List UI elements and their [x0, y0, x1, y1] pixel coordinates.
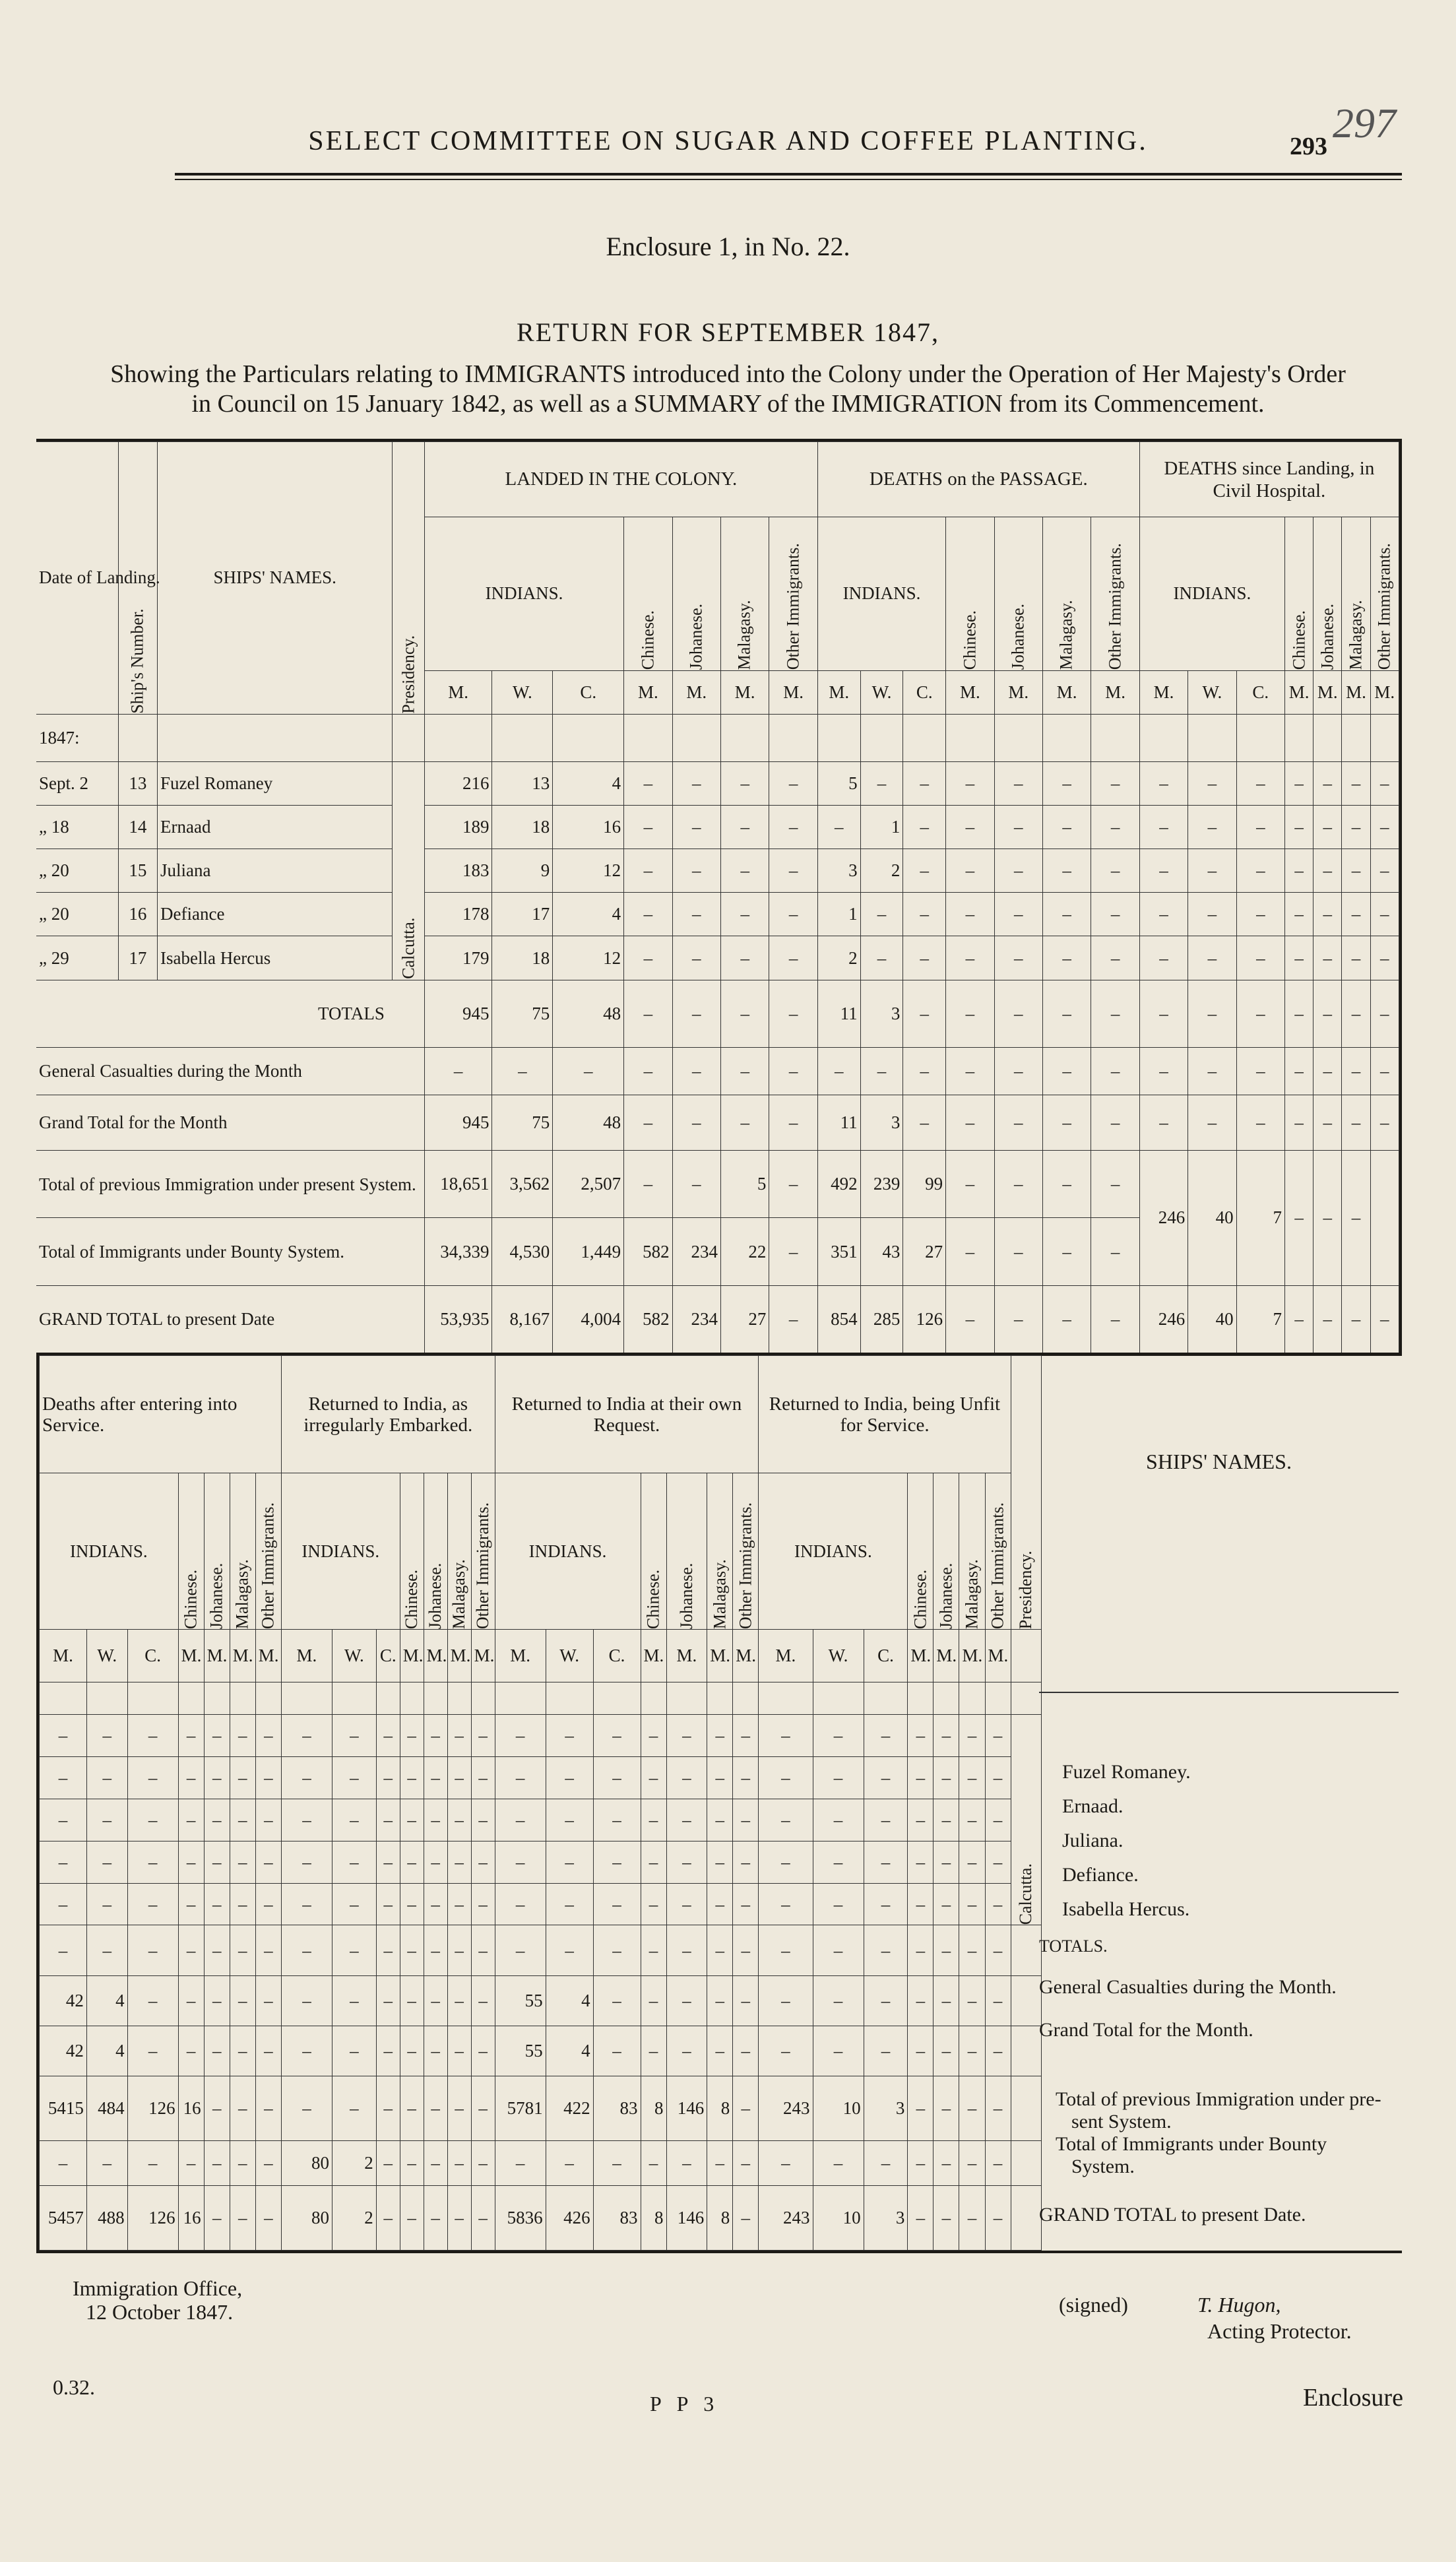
bottom-previous-label: Total of previous Immigration under pre- sent System. Total of Immigrants under Bounty System. [1056, 2088, 1381, 2177]
header-rule-thin [175, 179, 1402, 180]
year-row: 1847: [36, 714, 1399, 761]
bottom-grand-label: GRAND TOTAL to present Date. [1039, 2204, 1306, 2226]
bounty-system-row: – – – – – – – 80 2 – – – – – – – – – – – – – – – – – – – [40, 2141, 1042, 2186]
table-row: – – – – – – – – – – – – – – – – – – – – – – – – – – – – [40, 1757, 1042, 1799]
header-rule [175, 173, 1402, 176]
group-unfit: Returned to India, being Unfit for Service. [759, 1356, 1011, 1473]
group-landed: LANDED IN THE COLONY. [424, 442, 817, 517]
general-casualties-row: 42 4 – – – – – – – – – – – – 55 4 – – – – – – – – – – – – [40, 1975, 1042, 2026]
sex-header-row: M. W. C. M. M. M. M. M. W. C. M. M. M. M. M. W. C. M. M. M. M. [36, 670, 1399, 714]
names-rule [1039, 1692, 1399, 1693]
bottom-ship-names-header: SHIPS' NAMES. [1146, 1449, 1292, 1473]
col-presidency: Presidency. [1011, 1356, 1041, 1630]
passage-other: Other Immigrants. [1091, 517, 1139, 670]
subtitle: Showing the Particulars relating to IMMIGRANTS introduced into the Colony under the Operation of Her Majesty's Order in Council on 15 January 1842, as well as a SUMMARY of the IMMIGRATION from its Commencement. [110, 360, 1346, 418]
previous-immigration-row: 5415 484 126 16 – – – – – – – – – – 5781 422 83 8 146 8 – 243 10 3 – – – – [40, 2076, 1042, 2140]
group-deaths-landing: DEATHS since Landing, in Civil Hospital. [1139, 442, 1399, 517]
signatory-name: T. Hugon, [1197, 2293, 1281, 2317]
hospital-johanese: Johanese. [1314, 517, 1342, 670]
hospital-malagasy: Malagasy. [1342, 517, 1370, 670]
page-number: 293 [1290, 133, 1327, 160]
bounty-system-row: Total of Immigrants under Bounty System. 34,339 4,530 1,449 582 234 22 – 351 43 27 – – – – [36, 1218, 1399, 1285]
col-ship-names: SHIPS' NAMES. [158, 442, 393, 715]
hospital-indians: INDIANS. [1139, 517, 1284, 670]
top-table [36, 439, 1402, 1356]
group-deaths-service: Deaths after entering into Service. [40, 1356, 282, 1473]
grand-total-month-row: Grand Total for the Month 945 75 48 – – – – 11 3 – – – – – – – – – – – – [36, 1095, 1399, 1151]
irregular-indians: INDIANS. [281, 1473, 400, 1630]
totals-row: TOTALS 945 75 48 – – – – 11 3 – – – – – – – – – – – – [36, 980, 1399, 1047]
sex-header-row: M. W. C. M. M. M. M. M. W. C. M. M. M. M. M. W. C. M. M. M. M. M. W. C. M. M. M. M. [40, 1630, 1042, 1682]
passage-malagasy: Malagasy. [1042, 517, 1091, 670]
running-header: SELECT COMMITTEE ON SUGAR AND COFFEE PLANTING. [308, 126, 1148, 156]
enclosure-heading: Enclosure 1, in No. 22. [606, 232, 850, 261]
service-indians: INDIANS. [40, 1473, 179, 1630]
table-row: „ 20 15 Juliana 183 9 12 – – – – 3 2 – – – – – – – – – – – – [36, 849, 1399, 893]
table-row: – – – – – – – – – – – – – – – – – – – – – – – – – – – – Calcutta. [40, 1715, 1042, 1757]
bottom-table: Deaths after entering into Service. Returned to India, as irregularly Embarked. Returned to India at their own Request. Returned to India, being Unfit for Service. Presidency. INDIANS. Chinese. Johanese. Malagasy. Other Immigrants. INDIANS. Chinese. Johanese. Malagasy. Other Immigrants. INDIANS. Chinese. Johanese. Malagasy. Other Immigrants. INDIANS. Chinese. Johanese. Malagasy. Other Immigrants. M. W. C. M. M. M. M. M. W. C. M. M. M. M. M. W. C. M. M. M. M. M. W. C. M. M. M. M. – – – – – – – – – – – – – – – – – – – – – – – – – – – – Calcutta. – – – – – – – – – – – – – – – – – – – – – – – – – – – – – – – – – – – – – – – – – – – – – – – – – – – – – – – – – – – – – – – – – – – – – – – – – – – – – – – – – – – – – – – – – – – – – – – – – – – – – – – – – – – – – – – – – – – – – – – – – – – – – – – – – – – – – – – – – – – – 42 4 – – – – – – – – – – – – 55 4 – – – – – – – – – – – – 42 4 – – – – – – – – – – – – 55 4 – – – – – – – – – – – – 5415 484 126 16 – – – – – – – – – – 5781 422 83 8 146 8 – 243 10 3 – – – – – – – – – – – 80 2 – – – – – – – – – – – – – – – – – – – 5457 488 126 16 – – – 80 2 – – – – – 5836 426 83 8 146 8 – 243 10 3 – – – – [36, 1353, 1402, 2253]
bottom-ship-names-list: Fuzel Romaney. Ernaad. Juliana. Defiance. Isabella Hercus. [1062, 1761, 1191, 1920]
landed-other: Other Immigrants. [769, 517, 817, 670]
hospital-other: Other Immigrants. [1370, 517, 1399, 670]
landed-malagasy: Malagasy. [720, 517, 769, 670]
landed-indians: INDIANS. [424, 517, 623, 670]
unfit-indians: INDIANS. [759, 1473, 908, 1630]
spacer-row [40, 1682, 1042, 1715]
col-ship-number: Ship's Number. [118, 442, 157, 715]
table-row: Sept. 2 13 Fuzel Romaney Calcutta. 216 13 4 – – – – 5 – – – – – – – – – – – – – [36, 761, 1399, 805]
presidency-calcutta: Calcutta. [393, 761, 425, 980]
group-own-request: Returned to India at their own Request. [495, 1356, 759, 1473]
table-row: – – – – – – – – – – – – – – – – – – – – – – – – – – – – [40, 1883, 1042, 1925]
table-row: – – – – – – – – – – – – – – – – – – – – – – – – – – – – [40, 1841, 1042, 1883]
col-date: Date of Landing. [36, 442, 118, 715]
bottom-general-label: General Casualties during the Month. [1039, 1976, 1337, 1998]
grand-total-row: 5457 488 126 16 – – – 80 2 – – – – – 5836 426 83 8 146 8 – 243 10 3 – – – – [40, 2185, 1042, 2250]
hospital-chinese: Chinese. [1285, 517, 1314, 670]
signature-mark: P P 3 [650, 2392, 720, 2416]
bottom-totals-label: TOTALS. [1039, 1937, 1108, 1956]
return-title: RETURN FOR SEPTEMBER 1847, [517, 317, 939, 347]
passage-chinese: Chinese. [946, 517, 994, 670]
signatory-title: Acting Protector. [1207, 2319, 1352, 2343]
totals-row: – – – – – – – – – – – – – – – – – – – – – – – – – – – – [40, 1925, 1042, 1975]
table-row: – – – – – – – – – – – – – – – – – – – – – – – – – – – – [40, 1799, 1042, 1841]
document-code: 0.32. [53, 2375, 95, 2399]
previous-immigration-row: Total of previous Immigration under present System. 18,651 3,562 2,507 – – 5 – 492 239 99 – – – – 246 40 7 – – – [36, 1151, 1399, 1218]
own-indians: INDIANS. [495, 1473, 641, 1630]
general-casualties-row: General Casualties during the Month – – – – – – – – – – – – – – – – – – – – – [36, 1047, 1399, 1095]
landed-johanese: Johanese. [672, 517, 720, 670]
table-row: „ 20 16 Defiance 178 17 4 – – – – 1 – – – – – – – – – – – – – [36, 893, 1399, 936]
passage-indians: INDIANS. [817, 517, 945, 670]
signed-label: (signed) [1059, 2293, 1128, 2317]
passage-johanese: Johanese. [994, 517, 1042, 670]
group-deaths-passage: DEATHS on the PASSAGE. [817, 442, 1139, 517]
office-stamp: Immigration Office, 12 October 1847. [73, 2276, 243, 2324]
grand-total-row: GRAND TOTAL to present Date 53,935 8,167 4,004 582 234 27 – 854 285 126 – – – – 246 40 7 – – – – [36, 1285, 1399, 1353]
table-row: „ 18 14 Ernaad 189 18 16 – – – – – 1 – – – – – – – – – – – – [36, 805, 1399, 849]
presidency-calcutta: Calcutta. [1011, 1715, 1041, 1925]
landed-chinese: Chinese. [624, 517, 672, 670]
catchword: Enclosure [1303, 2384, 1403, 2412]
group-irregular: Returned to India, as irregularly Embarked. [281, 1356, 495, 1473]
table-row: „ 29 17 Isabella Hercus 179 18 12 – – – – 2 – – – – – – – – – – – – – [36, 936, 1399, 980]
handwritten-page-number: 297 [1333, 100, 1396, 146]
col-presidency: Presidency. [393, 442, 425, 715]
grand-total-month-row: 42 4 – – – – – – – – – – – – 55 4 – – – – – – – – – – – – [40, 2026, 1042, 2076]
bottom-grand-month-label: Grand Total for the Month. [1039, 2019, 1253, 2041]
